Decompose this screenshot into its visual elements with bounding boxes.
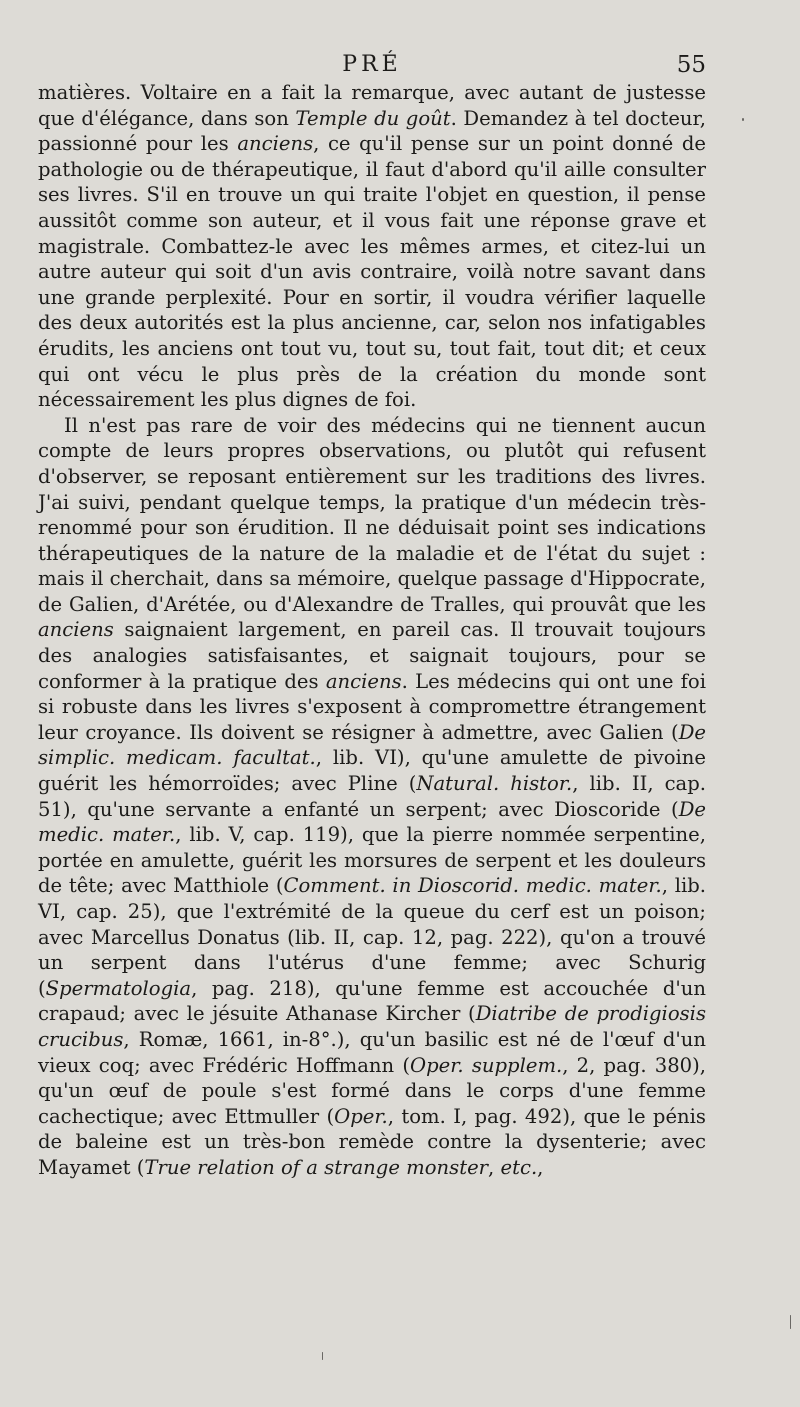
body-text — [38, 80, 706, 1181]
italic-title: Temple du goût — [295, 106, 451, 130]
text-segment: Il n'est pas rare de voir des médecins qui ne tiennent aucun compte de leurs propres observations, ou plutôt qui refusent d'observer, se reposant entièrement sur les traditions des livres. J'ai suivi, pendant quelque temps, la pratique d'un médecin très-renommé pour son érudition. Il ne déduisait point ses indications thérapeutiques de la nature de la maladie et de l'état du sujet : mais il cherchait, dans sa mémoire, quelque passage d'Hippocrate, de Galien, d'Arétée, ou d'Alexandre de Tralles, qui prouvât que les — [38, 413, 706, 616]
italic-citation: Comment. in Dioscorid. medic. mater. — [283, 874, 662, 898]
italic-term: anciens — [237, 132, 314, 156]
italic-abbrev: etc. — [500, 1155, 538, 1179]
italic-term: anciens — [325, 669, 402, 693]
italic-citation: True relation of a strange monster — [144, 1155, 489, 1179]
italic-citation: Oper. supplem. — [410, 1053, 563, 1077]
text-segment: , pag. 218), qu'une femme est accouchée d'un crapaud; avec le jésuite Athanase Kircher ( — [38, 976, 706, 1026]
paper-speck — [742, 118, 744, 121]
text-segment: saignaient largement, en pareil cas. Il trouvait toujours des analogies satisfaisantes, et saignait toujours, pour se conformer à la pratique des — [38, 618, 706, 693]
text-segment: . Les médecins qui ont une foi si robuste dans les livres s'exposent à compromettre étrangement leur croyance. Ils doivent se résigner à admettre, avec Galien ( — [38, 669, 706, 744]
italic-citation: Spermatologia — [45, 976, 192, 1000]
text-segment: matières. Voltaire en a fait la remarque, avec autant de justesse que d'élégance, dans son — [38, 81, 706, 130]
text-segment: , — [488, 1155, 501, 1179]
text-segment: , lib. V, cap. 119), que la pierre nommée serpentine, portée en amulette, guérit les morsures de serpent et les douleurs de tête; avec Matthiole ( — [38, 823, 706, 898]
italic-citation: De medic. mater. — [38, 797, 706, 847]
italic-citation: De simplic. medicam. facultat. — [38, 720, 706, 770]
text-segment: , lib. II, cap. 51), qu'une servante a enfanté un serpent; avec Dioscoride ( — [38, 772, 706, 821]
page-number: 55 — [676, 52, 706, 78]
paper-speck — [322, 1352, 323, 1360]
text-segment: , Romæ, 1661, in-8°.), qu'un basilic est né de l'œuf d'un vieux coq; avec Frédéric Hoffmann ( — [38, 1027, 706, 1077]
running-title: PRÉ — [342, 52, 402, 77]
text-segment: . Demandez à tel docteur, passionné pour les — [38, 106, 706, 156]
running-head — [38, 52, 706, 82]
text-segment: , lib. VI), qu'une amulette de pivoine guérit les hémorroïdes; avec Pline ( — [38, 746, 706, 796]
text-segment: , tom. I, pag. 492), que le pénis de baleine est un très-bon remède contre la dysenterie; avec Mayamet ( — [38, 1104, 706, 1179]
italic-citation: Diatribe de prodigiosis crucibus — [38, 1002, 707, 1051]
paragraph-2 — [38, 413, 706, 1181]
italic-citation: Natural. histor. — [416, 772, 573, 796]
paragraph-1 — [38, 80, 706, 413]
paper-speck — [790, 1315, 791, 1329]
text-segment: , lib. VI, cap. 25), que l'extrémité de la queue du cerf est un poison; avec Marcellus Donatus (lib. II, cap. 12, pag. 222), qu'on a trouvé un serpent dans l'utérus d'une femme; avec Schurig ( — [38, 874, 706, 1000]
text-segment: , — [537, 1155, 544, 1179]
italic-citation: Oper. — [334, 1104, 388, 1128]
text-segment: , ce qu'il pense sur un point donné de pathologie ou de thérapeutique, il faut d'abord qu'il aille consulter ses livres. S'il en trouve un qui traite l'objet en question, il pense aussitôt comme son auteur, et il vous fait une réponse grave et magistrale. Combattez-le avec les mêmes armes, et citez-lui un autre auteur qui soit d'un avis contraire, voilà notre savant dans une grande perplexité. Pour en sortir, il voudra vérifier laquelle des deux autorités est la plus ancienne, car, selon nos infatigables érudits, les anciens ont tout vu, tout su, tout fait, tout dit; et ceux qui ont vécu le plus près de la création du monde sont nécessairement les plus dignes de foi. — [38, 132, 706, 412]
italic-term: anciens — [38, 618, 114, 642]
text-segment: , 2, pag. 380), qu'un œuf de poule s'est formé dans le corps d'une femme cachectique; avec Ettmuller ( — [38, 1053, 706, 1128]
